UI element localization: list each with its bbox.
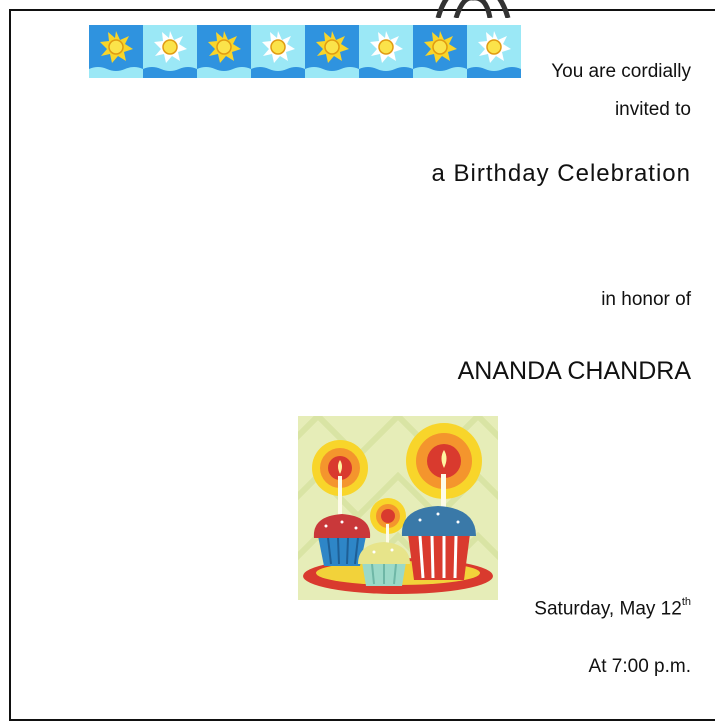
sun-tile [413,25,467,78]
cupcakes-illustration-icon [298,416,498,600]
honor-line: in honor of [601,289,691,310]
sun-tile [143,25,197,78]
event-date-suffix: th [681,596,691,608]
event-date [534,598,691,620]
honoree-name: ANANDA CHANDRA [457,357,691,385]
sun-tile [89,25,143,78]
sun-banner [89,25,521,78]
invite-line-2: invited to [614,99,691,120]
event-title: a Birthday Celebration [431,160,691,187]
sun-tile [251,25,305,78]
sun-tile [467,25,521,78]
sun-tile [305,25,359,78]
event-time: At 7:00 p.m. [588,656,691,677]
sun-tile [197,25,251,78]
sun-tile [359,25,413,78]
event-date-main: Saturday, May 12 [534,598,682,620]
decorative-swirl-icon [428,0,518,18]
invite-line-1: You are cordially [551,61,691,82]
